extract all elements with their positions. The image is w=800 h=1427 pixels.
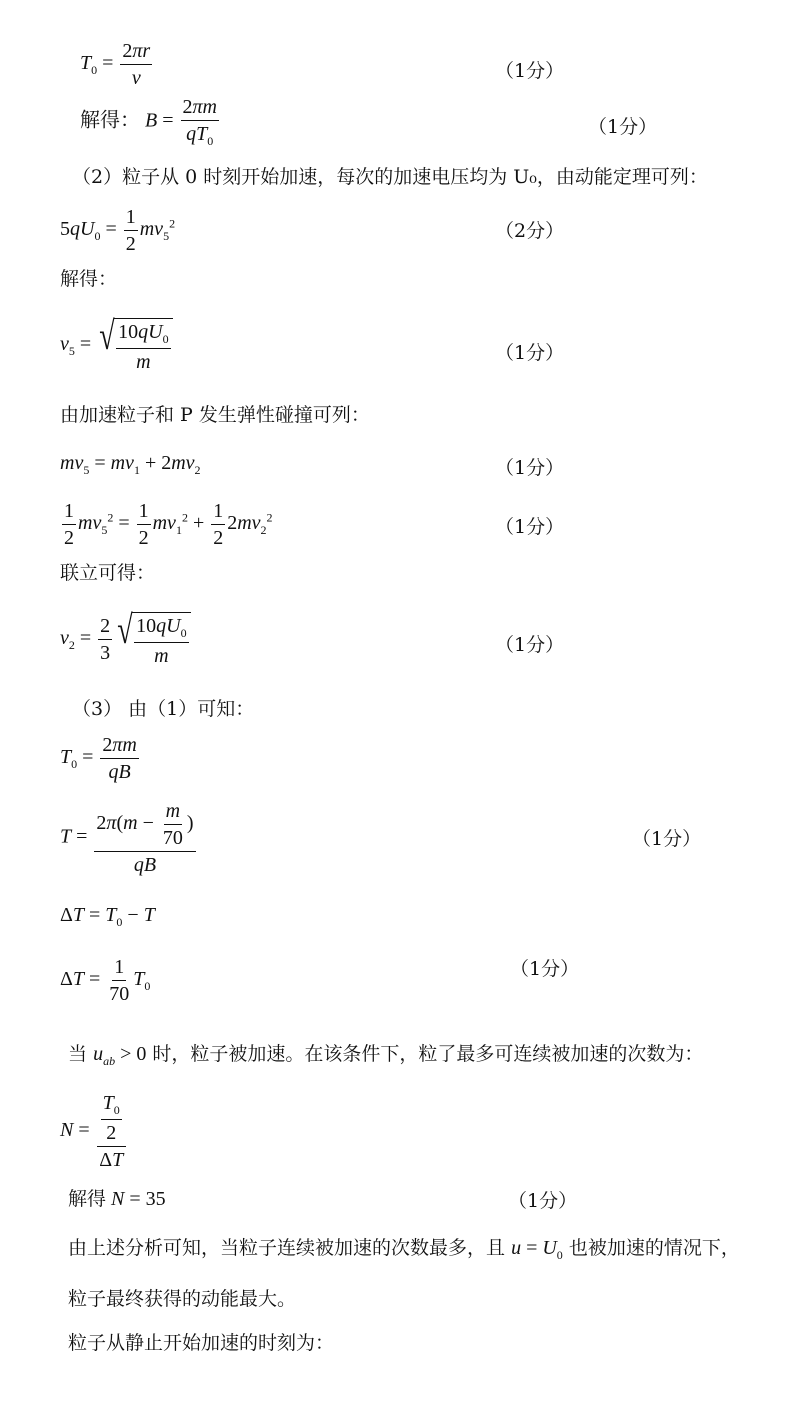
part-2-heading: （2）粒子从 0 时刻开始加速，每次的加速电压均为 U₀，由动能定理可列：: [72, 166, 708, 188]
score-4: （1分）: [495, 342, 565, 364]
equation-v5: $v_5$ = √ $\frac{10qU_0}{m}$: [60, 318, 173, 373]
equation-period-r: $T_0$ = $\frac{2\pi r}{v}$: [80, 40, 151, 89]
equation-kinetic-energy: $5qU_0$ = $\frac{1}{2}$ $mv_5^2$: [60, 206, 176, 255]
score-9: （1分）: [510, 958, 580, 980]
score-8: （1分）: [632, 828, 702, 850]
score-6: （1分）: [495, 516, 565, 538]
equation-n: N = $\frac{\frac{T_0}{2}}{\Delta T}$: [60, 1092, 128, 1171]
equation-period-t: T = 2π(m − $\frac{m}{70}$ ) qB: [60, 800, 194, 876]
equation-n-result: 解得 N = 35: [68, 1188, 166, 1210]
label-jiede-3: 解得: [68, 1188, 107, 1210]
equation-momentum: $mv_5 = mv_1 + 2mv_2$: [60, 452, 201, 477]
when-suffix: 时，粒子被加速。在该条件下，粒了最多可连续被加速的次数为：: [152, 1043, 704, 1065]
collision-text: 由加速粒子和 P 发生弹性碰撞可列：: [60, 404, 370, 426]
score-2: （1分）: [588, 116, 658, 138]
part-3-heading: （3） 由（1）可知：: [72, 698, 255, 720]
label-lianli: 联立可得：: [60, 562, 156, 584]
equation-energy-conservation: $\frac{1}{2}$ $mv_5^2$ = $\frac{1}{2}$ $mv_1^2$ + $\frac{1}{2}$ $2mv_2^2$: [64, 500, 273, 549]
analysis-text-2: 粒子最终获得的动能最大。: [68, 1288, 297, 1310]
equation-period-b: $T_0$ = $\frac{2\pi m}{qB}$: [60, 734, 137, 783]
last-line-text: 粒子从静止开始加速的时刻为：: [68, 1332, 335, 1354]
score-3: （2分）: [495, 220, 565, 242]
score-1: （1分）: [495, 60, 565, 82]
analysis-text-1: 由上述分析可知，当粒子连续被加速的次数最多，且 $u = U_0$ 也被加速的情况下，: [68, 1237, 740, 1262]
analysis-prefix: 由上述分析可知，当粒子连续被加速的次数最多，且: [68, 1237, 506, 1259]
equation-magnetic-field: 解得： B = $\frac{2\pi m}{qT_0}$: [80, 96, 217, 148]
equation-delta-t-def: $\Delta T = T_0 - T$: [60, 904, 155, 929]
analysis-suffix: 也被加速的情况下，: [568, 1237, 740, 1259]
equation-delta-t-value: ΔT = $\frac{1}{70}$ $T_0$: [60, 956, 151, 1005]
acceleration-condition-text: 当 $u_{ab} > 0$ 时，粒子被加速。在该条件下，粒了最多可连续被加速的次数为：: [68, 1043, 704, 1068]
label-jiede-1: 解得：: [80, 109, 140, 132]
equation-v2: $v_2$ = $\frac{2}{3}$ √ $\frac{10qU_0}{m}$: [60, 612, 191, 667]
score-10: （1分）: [508, 1190, 578, 1212]
label-jiede-2: 解得：: [60, 268, 118, 290]
when-prefix: 当: [68, 1043, 88, 1065]
score-7: （1分）: [495, 634, 565, 656]
score-5: （1分）: [495, 457, 565, 479]
